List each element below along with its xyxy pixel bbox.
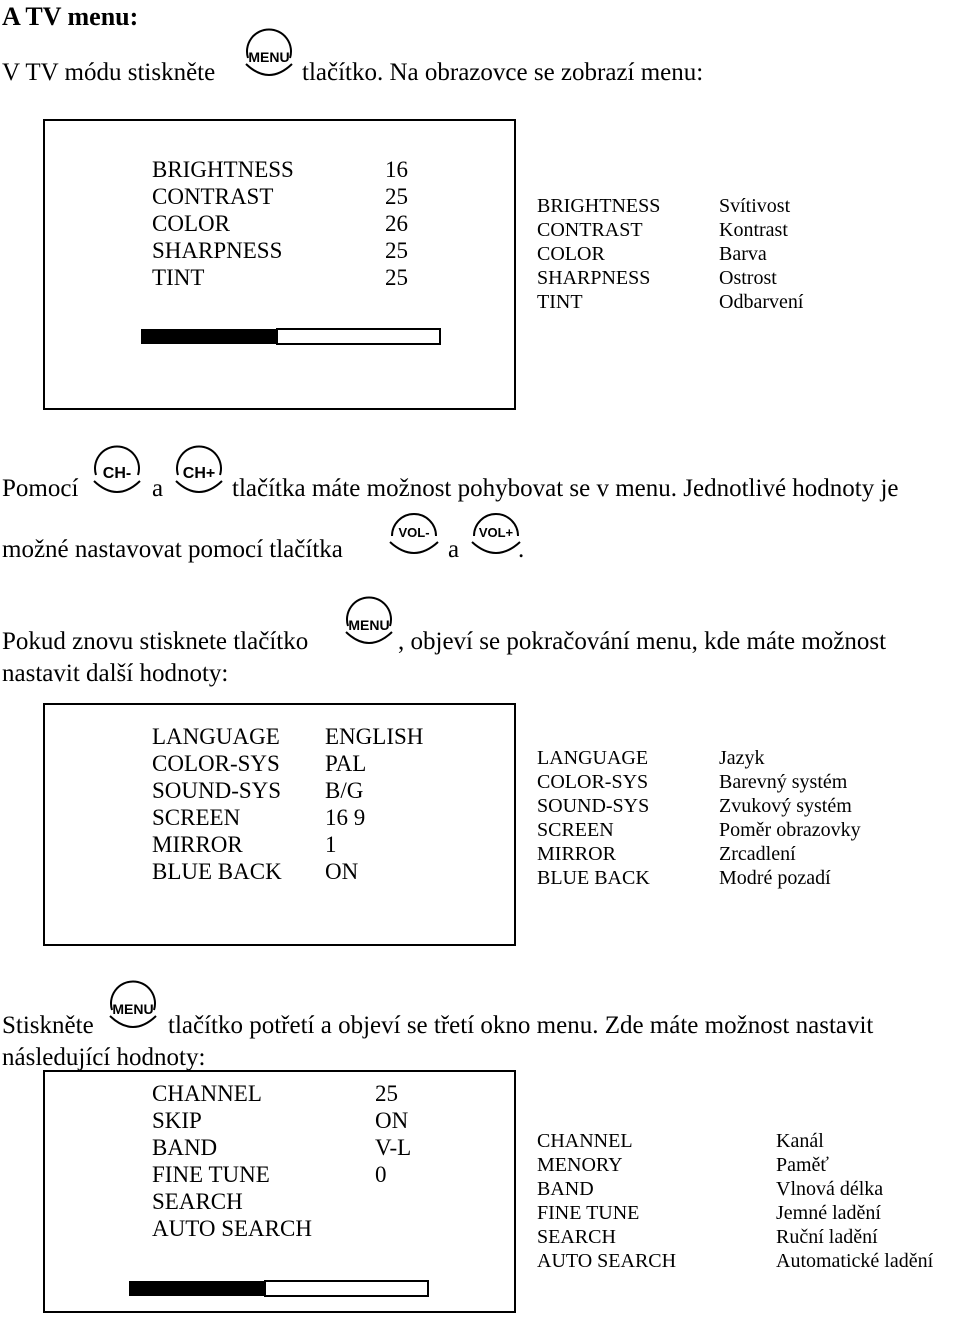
menu2-item-value: B/G	[325, 778, 364, 803]
legend1-term: COLOR	[537, 243, 605, 265]
menu3-item-label: SKIP	[152, 1108, 202, 1133]
para4-before: Stiskněte	[2, 1012, 94, 1039]
menu-screen-3	[43, 1070, 516, 1313]
legend3-translation: Vlnová délka	[776, 1178, 884, 1200]
legend2-term: MIRROR	[537, 843, 616, 865]
para4-line2: následující hodnoty:	[2, 1044, 206, 1071]
menu3-item-label: SEARCH	[152, 1189, 243, 1214]
legend3-translation: Jemné ladění	[776, 1202, 881, 1224]
legend2-translation: Zrcadlení	[719, 843, 796, 865]
legend3-term: CHANNEL	[537, 1130, 633, 1152]
menu-screen-1	[43, 119, 516, 410]
menu-button-icon	[242, 28, 296, 82]
legend1-translation: Odbarvení	[719, 291, 804, 313]
legend2-translation: Barevný systém	[719, 771, 848, 793]
para4-after: tlačítko potřetí a objeví se třetí okno menu. Zde máte možnost nastavit	[168, 1012, 874, 1039]
legend3-translation: Automatické ladění	[776, 1250, 934, 1272]
legend1-translation: Kontrast	[719, 219, 788, 241]
menu2-item-label: SCREEN	[152, 805, 241, 830]
menu3-item-label: BAND	[152, 1135, 218, 1160]
intro-text-after: tlačítko. Na obrazovce se zobrazí menu:	[302, 59, 704, 86]
menu1-item-value: 25	[385, 184, 408, 209]
menu1-level-bar-fill	[141, 329, 276, 344]
menu2-item-label: COLOR-SYS	[152, 751, 280, 776]
para2-a2: a	[448, 536, 460, 563]
menu1-item-label: TINT	[152, 265, 205, 290]
para3-after: , objeví se pokračování menu, kde máte možnost	[398, 628, 887, 655]
menu1-item-label: BRIGHTNESS	[152, 157, 294, 182]
vol-minus-icon-label: VOL-	[398, 525, 430, 540]
menu1-item-value: 16	[385, 157, 408, 182]
vol-plus-icon-label: VOL+	[478, 525, 514, 540]
menu1-level-bar-empty	[276, 328, 441, 345]
legend2-term: SOUND-SYS	[537, 795, 650, 817]
legend3-term: AUTO SEARCH	[537, 1250, 677, 1272]
menu3-level-bar-fill	[129, 1281, 264, 1296]
menu3-item-label: CHANNEL	[152, 1081, 262, 1106]
legend3-term: FINE TUNE	[537, 1202, 640, 1224]
legend1-translation: Barva	[719, 243, 767, 265]
ch-plus-icon-label: CH+	[182, 465, 216, 482]
menu-button-icon	[342, 596, 396, 650]
legend2-term: LANGUAGE	[537, 747, 649, 769]
menu-button-icon	[106, 980, 160, 1034]
menu-icon-label: MENU	[348, 617, 390, 633]
para3-before: Pokud znovu stisknete tlačítko	[2, 628, 309, 655]
legend3-term: SEARCH	[537, 1226, 616, 1248]
legend2-translation: Poměr obrazovky	[719, 819, 861, 841]
menu2-item-value: PAL	[325, 751, 367, 776]
legend2-translation: Jazyk	[719, 747, 765, 769]
para2-line2: možné nastavovat pomocí tlačítka	[2, 536, 343, 563]
intro-text-before: V TV módu stiskněte	[2, 59, 216, 86]
menu2-item-value: 1	[325, 832, 337, 857]
menu1-item-value: 25	[385, 265, 408, 290]
menu1-item-label: CONTRAST	[152, 184, 274, 209]
para2-dot: .	[518, 536, 525, 563]
menu2-item-label: MIRROR	[152, 832, 243, 857]
menu-icon-label: MENU	[112, 1001, 154, 1017]
legend1-translation: Svítivost	[719, 195, 791, 217]
menu3-item-label: FINE TUNE	[152, 1162, 270, 1187]
legend3-translation: Ruční ladění	[776, 1226, 878, 1248]
legend2-translation: Zvukový systém	[719, 795, 852, 817]
legend2-term: COLOR-SYS	[537, 771, 649, 793]
ch-plus-icon	[172, 445, 226, 499]
legend3-translation: Paměť	[776, 1154, 829, 1176]
menu3-item-value: ON	[375, 1108, 409, 1133]
menu3-item-value: 0	[375, 1162, 387, 1187]
menu-screen-2	[43, 703, 516, 946]
menu1-item-label: SHARPNESS	[152, 238, 283, 263]
legend1-term: SHARPNESS	[537, 267, 651, 289]
menu2-item-value: ENGLISH	[325, 724, 424, 749]
menu1-item-label: COLOR	[152, 211, 230, 236]
legend1-term: BRIGHTNESS	[537, 195, 661, 217]
legend3-translation: Kanál	[776, 1130, 824, 1152]
ch-minus-icon-label: CH-	[102, 465, 132, 482]
menu3-level-bar-empty	[264, 1280, 429, 1297]
legend2-translation: Modré pozadí	[719, 867, 831, 889]
legend1-term: TINT	[537, 291, 583, 313]
para2-pomoci: Pomocí	[2, 475, 79, 502]
menu2-item-value: ON	[325, 859, 359, 884]
para2-rest: tlačítka máte možnost pohybovat se v menu. Jednotlivé hodnoty je	[232, 475, 899, 502]
menu3-item-value: V-L	[375, 1135, 412, 1160]
legend3-term: MENORY	[537, 1154, 623, 1176]
menu1-item-value: 26	[385, 211, 408, 236]
legend3-term: BAND	[537, 1178, 594, 1200]
vol-minus-icon	[386, 506, 442, 560]
legend1-term: CONTRAST	[537, 219, 643, 241]
menu3-item-value: 25	[375, 1081, 398, 1106]
menu2-item-label: LANGUAGE	[152, 724, 280, 749]
ch-minus-icon	[90, 445, 144, 499]
menu2-item-label: BLUE BACK	[152, 859, 282, 884]
menu1-item-value: 25	[385, 238, 408, 263]
para2-a: a	[152, 475, 164, 502]
menu-icon-label: MENU	[248, 49, 290, 65]
para3-line2: nastavit další hodnoty:	[2, 660, 229, 687]
legend1-translation: Ostrost	[719, 267, 777, 289]
menu2-item-label: SOUND-SYS	[152, 778, 282, 803]
vol-plus-icon	[468, 506, 525, 563]
menu2-item-value: 16 9	[325, 805, 366, 830]
legend2-term: BLUE BACK	[537, 867, 650, 889]
menu3-item-label: AUTO SEARCH	[152, 1216, 312, 1241]
legend2-term: SCREEN	[537, 819, 614, 841]
page-title: A TV menu:	[2, 2, 139, 31]
